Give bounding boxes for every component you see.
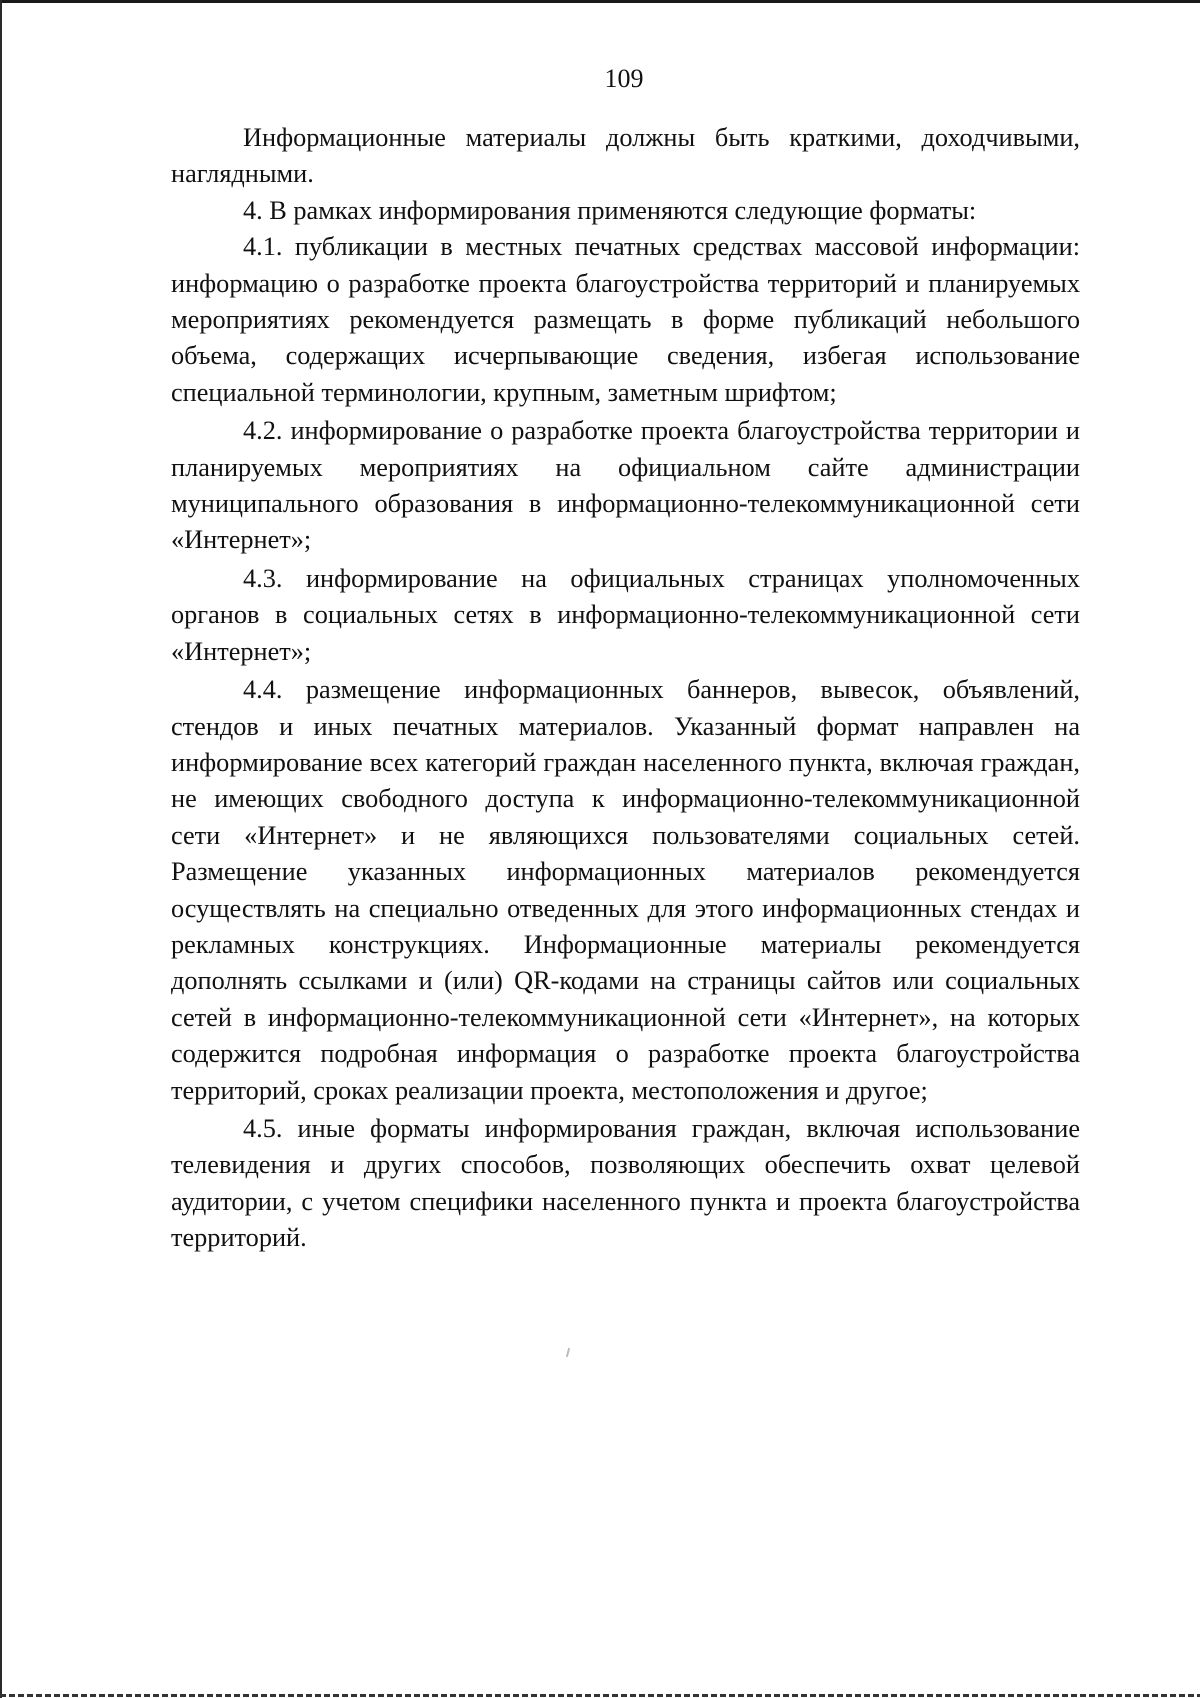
paragraph-4-3: 4.3. информирование на официальных страницах уполномоченных органов в социальных сетях в информационно-телекоммуникационной сети «Интернет»; bbox=[171, 563, 1080, 666]
paragraph-4-1: 4.1. публикации в местных печатных средствах массовой информации: информацию о разработке проекта благоустройства территорий и планируемых мероприятиях рекомендуется размещать в форме публикаций небольшого объема, содержащих исчерпывающие сведения, избегая использование специальной терминологии, крупным, заметным шрифтом; bbox=[171, 232, 1080, 407]
paragraph-4-5: 4.5. иные форматы информирования граждан, включая использование телевидения и других способов, позволяющих обеспечить охват целевой аудитории, с учетом специфики населенного пункта и проекта благоустройства территорий. bbox=[171, 1113, 1080, 1253]
paragraph-4: 4. В рамках информирования применяются следующие форматы: bbox=[243, 195, 977, 225]
paragraph-4-4: 4.4. размещение информационных баннеров, вывесок, объявлений, стендов и иных печатных материалов. Указанный формат направлен на информирование всех категорий граждан населенного пункта, включая граждан, не имеющих свободного доступа к информационно-телекоммуникационной сети «Интернет» и не являющихся пользователями социальных сетей. Размещение указанных информационных материалов рекомендуется осуществлять на специально отведенных для этого информационных стендах и рекламных конструкциях. Информационные материалы рекомендуется дополнять ссылками и (или) QR-кодами на страницы сайтов или социальных сетей в информационно-телекоммуникационной сети «Интернет», на которых содержится подробная информация о разработке проекта благоустройства территорий, сроках реализации проекта, местоположения и другое; bbox=[171, 675, 1080, 1105]
page-number: 109 bbox=[604, 64, 644, 93]
document-body bbox=[171, 120, 1080, 1257]
scan-edge-left bbox=[0, 0, 2, 1698]
scan-speck bbox=[566, 1348, 570, 1357]
scan-edge-bottom bbox=[0, 1694, 1200, 1697]
paragraph-intro: Информационные материалы должны быть краткими, доходчивыми, наглядными. bbox=[171, 123, 1080, 189]
scan-edge-top bbox=[0, 0, 1200, 3]
paragraph-4-2: 4.2. информирование о разработке проекта благоустройства территории и планируемых мероприятиях на официальном сайте администрации муниципального образования в информационно-телекоммуникационной сети «Интернет»; bbox=[171, 416, 1080, 555]
